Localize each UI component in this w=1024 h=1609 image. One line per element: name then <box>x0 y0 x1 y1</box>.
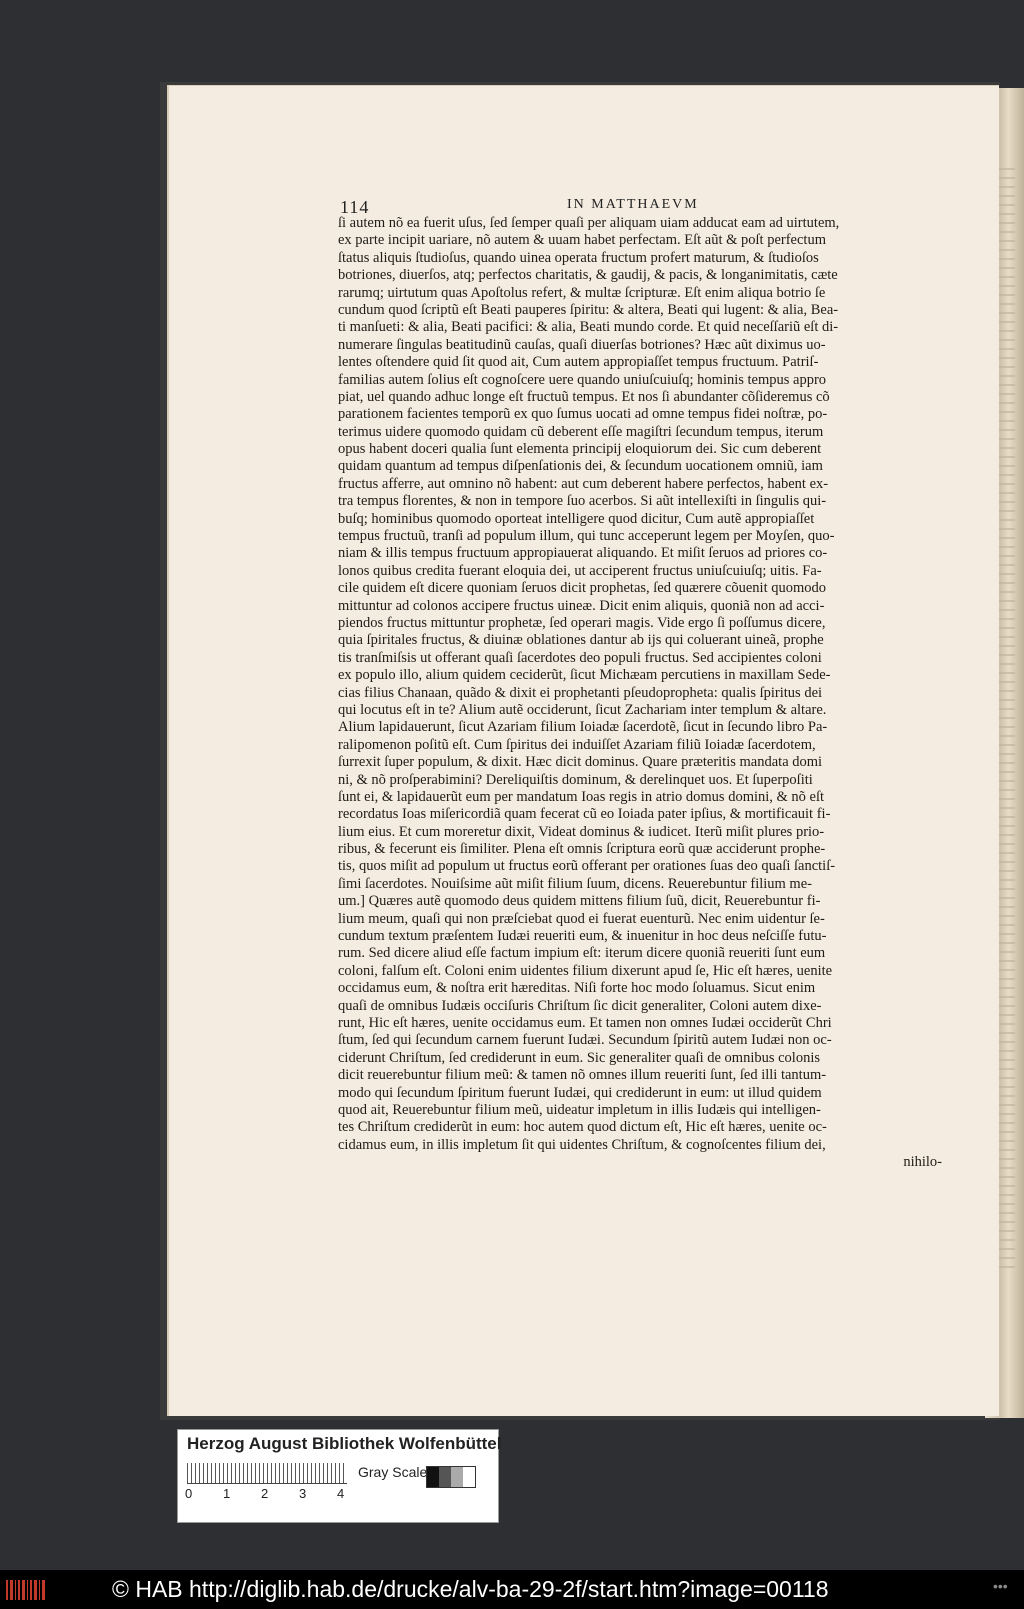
hab-barcode-logo-icon <box>6 1578 46 1602</box>
text-line: mittuntur ad colonos accipere fructus uineæ. Dicit enim aliquis, quoniã non ad acci- <box>338 597 825 614</box>
text-line: tis, quos miſit ad populum ut fructus eorũ offerant per orationes ſuas deo quaſi ſanctiſ- <box>338 858 836 875</box>
text-line: recordatus Ioas miſericordiã quam fecerat cũ eo Ioiada pater ipſius, & mortificauit fi- <box>338 806 831 823</box>
text-line: familias autem ſolius eſt cognoſcere uere quando uniuſcuiuſq; hominis tempus appro <box>338 371 827 388</box>
text-line: ſtatus aliquis ſtudioſus, quando uinea operata fructum profert maturum, & ſtudioſos <box>338 249 819 266</box>
text-line: opus habent doceri qualia ſunt elementa principij eloquiorum dei. Sic cum deberent <box>338 441 822 458</box>
text-line: quaſi de omnibus Iudæis occiſuris Chriſtum ſic dicit generaliter, Coloni autem dixe- <box>338 997 822 1014</box>
gray-swatch-cell <box>463 1467 475 1487</box>
folio-number: 114 <box>340 197 370 217</box>
text-line: cidamus eum, in illis impletum ſit qui uidentes Chriſtum, & cognoſcentes filium dei, <box>338 1136 826 1153</box>
text-line: ſunt ei, & lapidauerũt eum per mandatum Ioas regis in atrio domus domini, & nõ eſt <box>338 788 825 805</box>
text-line: cundum quod ſcriptũ eſt Beati pauperes ſpiritu: & altera, Beati qui lugent: & alia, Bea- <box>338 301 839 318</box>
text-line: rum. Sed dicere aliud eſſe factum impium eſt: iterum dicere quoniã reueriti ſunt eum <box>338 945 826 962</box>
gray-swatch-cell <box>439 1467 451 1487</box>
text-line: ſurrexit ſuper populum, & dixit. Hæc dicit dominus. Quare præteritis mandata domi <box>338 754 823 771</box>
text-line: niam & illis tempus fructuum appropiauerat aliquando. Et miſit ſeruos ad priores co- <box>338 545 828 562</box>
copyright-url[interactable]: © HAB http://diglib.hab.de/drucke/alv-ba-29-2f/start.htm?image=00118 <box>112 1576 829 1602</box>
text-line: ſtum, ſed qui ſecundum carnem fuerunt Iudæi. Secundum ſpiritũ autem Iudæi non oc- <box>338 1032 832 1049</box>
text-line: dicit reuerebuntur filium meũ: & tamen nõ omnes illum reueriti ſunt, ſed illi tantum- <box>338 1067 827 1084</box>
text-line: lium meum, quaſi qui non præſciebat quod ei fuerat euenturũ. Nec enim uidentur ſe- <box>338 910 825 927</box>
text-line: tempus fructuũ, tranſi ad populum illum, qui tunc acceperunt legem per Moyſen, quo- <box>338 528 835 545</box>
text-line: tes Chriſtum crediderũt in eum: hoc autem quod dictum eſt, Hic eſt hæres, uenite oc- <box>338 1119 827 1136</box>
text-line: qui locutus eſt in te? Alium autẽ occiderunt, ſicut Zachariam inter templum & altare. <box>338 701 827 718</box>
text-line: tra tempus florentes, & non in tempore ſuo acerbos. Si aũt intellexiſti in ſingulis qui- <box>338 493 827 510</box>
text-line: ti manſueti: & alia, Beati pacifici: & alia, Beati mundo corde. Et quid neceſſariũ eſt di- <box>338 319 839 336</box>
text-line: Alium lapidauerunt, ſicut Azariam filium Ioiadæ ſacerdotẽ, ſicut in ſecundo libro Pa- <box>338 719 828 736</box>
more-options-icon[interactable]: ••• <box>993 1578 1008 1594</box>
text-line: ſi autem nõ ea fuerit uſus, ſed ſemper quaſi per aliquam uiam adducat eam ad uirtutem, <box>338 215 840 231</box>
text-line: runt, Hic eſt hæres, uenite occidamus eum. Et tamen non omnes Iudæi occiderũt Chri <box>338 1014 832 1031</box>
running-head <box>340 197 940 217</box>
text-line: ni, & nõ proſperabimini? Dereliquiſtis dominum, & derelinquet uos. Et ſuperpoſiti <box>338 771 813 788</box>
text-line: tis tranſmiſsis ut offerant quaſi ſacerdotes deo populi fructus. Sed accipientes coloni <box>338 649 822 666</box>
ruler-number: 1 <box>223 1486 231 1501</box>
text-line: occidamus eum, & noſtra erit hæreditas. Niſi forte hoc modo ſoluamus. Sicut enim <box>338 980 816 997</box>
body-text <box>338 215 942 1171</box>
ruler-number: 0 <box>185 1486 193 1501</box>
text-line: cundum textum præſentem Iudæi reueriti eum, & inuenitur in hoc deus neſciſſe futu- <box>338 928 827 945</box>
text-line: ex parte incipit uariare, nõ autem & uuam habet perfectam. Eſt aũt & poſt perfectum <box>338 232 826 249</box>
text-line: lonos quibus credita fuerant eloquia dei, ut acciperent fructus uniuſcuiuſq; uitis. Fa- <box>338 562 822 579</box>
library-color-card <box>177 1429 502 1523</box>
text-line: ex populo illo, alium quidem ceciderũt, ſicut Michæam percutiens in maxillam Sede- <box>338 667 831 684</box>
text-line: modo qui ſecundum ſpiritum fuerunt Iudæi, qui crediderunt in eum: ut illud quidem <box>338 1084 822 1101</box>
text-line: ciderunt Chriſtum, ſed crediderunt in eum. Sic generaliter quaſi de omnibus colonis <box>338 1049 821 1066</box>
running-head-title: IN MATTHAEVM <box>567 197 699 212</box>
status-bar <box>0 1570 1024 1609</box>
gray-scale-label: Gray Scale <box>358 1464 428 1480</box>
text-line: numerare ſingulas beatitudinũ cauſas, quaſi diuerſas botriones? Hæc aũt diximus uo- <box>338 336 826 353</box>
ruler-number: 3 <box>299 1486 307 1501</box>
text-line: cile quidem eſt dicere quoniam ſeruos dicit prophetas, ſed quærere cõuenit quomodo <box>338 580 827 597</box>
text-line: fructus afferre, aut omnino nõ habent: aut cum deberent habere perfectos, habent ex- <box>338 475 829 492</box>
ruler-number: 4 <box>337 1486 345 1501</box>
text-line: piat, uel quando adhuc longe eſt fructuũ tempus. Et nos ſi abundanter cõſideremus cõ <box>338 388 830 405</box>
text-line: quidam quantum ad tempus diſpenſationis dei, & ſecundum uocationem omniũ, iam <box>338 458 823 475</box>
library-name: Herzog August Bibliothek Wolfenbüttel <box>187 1434 502 1453</box>
text-line: um.] Quæres autẽ quomodo deus quidem mittens filium ſuũ, dicit, Reuerebuntur fi- <box>338 893 821 910</box>
text-line: parationem facientes temporũ ex quo ſumus uocati ad omne tempus fidei noſtræ, po- <box>338 406 828 423</box>
text-line: cias filius Chanaan, quãdo & dixit ei prophetanti pſeudopropheta: qualis ſpiritus dei <box>338 684 823 701</box>
gray-swatch-cell <box>451 1467 463 1487</box>
text-line: coloni, falſum eſt. Coloni enim uidentes filium dixerunt apud ſe, Hic eſt hæres, uenite <box>338 962 833 979</box>
text-line: quod ait, Reuerebuntur filium meũ, uideatur impletum in illis Iudæis qui intelligen- <box>338 1101 821 1118</box>
ruler-number: 2 <box>261 1486 269 1501</box>
text-line: terimus uidere quomodo quidam cũ deberent eſſe magiſtri ſecundum tempus, iterum <box>338 423 824 440</box>
text-line: rarumq; uirtutum quas Apoſtolus refert, & multæ ſcripturæ. Eſt enim aliqua botrio ſe <box>338 284 826 301</box>
text-line: lium eius. Et cum moreretur dixit, Videat dominus & iudicet. Iterũ miſit plures prio- <box>338 823 825 840</box>
text-line: ribus, & fecerunt eis ſimiliter. Plena eſt omnis ſcriptura eorũ quæ acciderunt prophe- <box>338 841 826 858</box>
text-line: ralipomenon poſitũ eſt. Cum ſpiritus dei induiſſet Azariam filiũ Ioiadæ ſacerdotem, <box>338 736 816 753</box>
ruler-numbers <box>185 1486 365 1502</box>
text-line: lentes oſtendere quid ſit quod ait, Cum autem appropiaſſet tempus fructuum. Patriſ- <box>338 354 819 371</box>
scale-ruler <box>187 1463 347 1484</box>
gray-swatch-cell <box>427 1467 439 1487</box>
text-line: buſq; hominibus quomodo oporteat intelligere quod dicitur, Cum autẽ appropiaſſet <box>338 510 815 527</box>
text-line: piendos fructus mittuntur prophetæ, ſed operari magis. Vide ergo ſi poſſumus dicere, <box>338 614 826 631</box>
text-line: quia ſpiritales fructus, & diuinæ oblationes dantur ab ijs qui coluerant uineã, prophe <box>338 632 824 649</box>
catchword: nihilo- <box>903 1154 942 1171</box>
gray-scale-swatch <box>426 1466 476 1488</box>
text-line: ſimi ſacerdotes. Nouiſsime aũt miſit filium ſuum, dicens. Reuerebuntur filium me- <box>338 875 812 892</box>
text-line: botriones, diuerſos, atq; perfectos charitatis, & gaudij, & pacis, & longanimitatis, cæte <box>338 267 838 284</box>
